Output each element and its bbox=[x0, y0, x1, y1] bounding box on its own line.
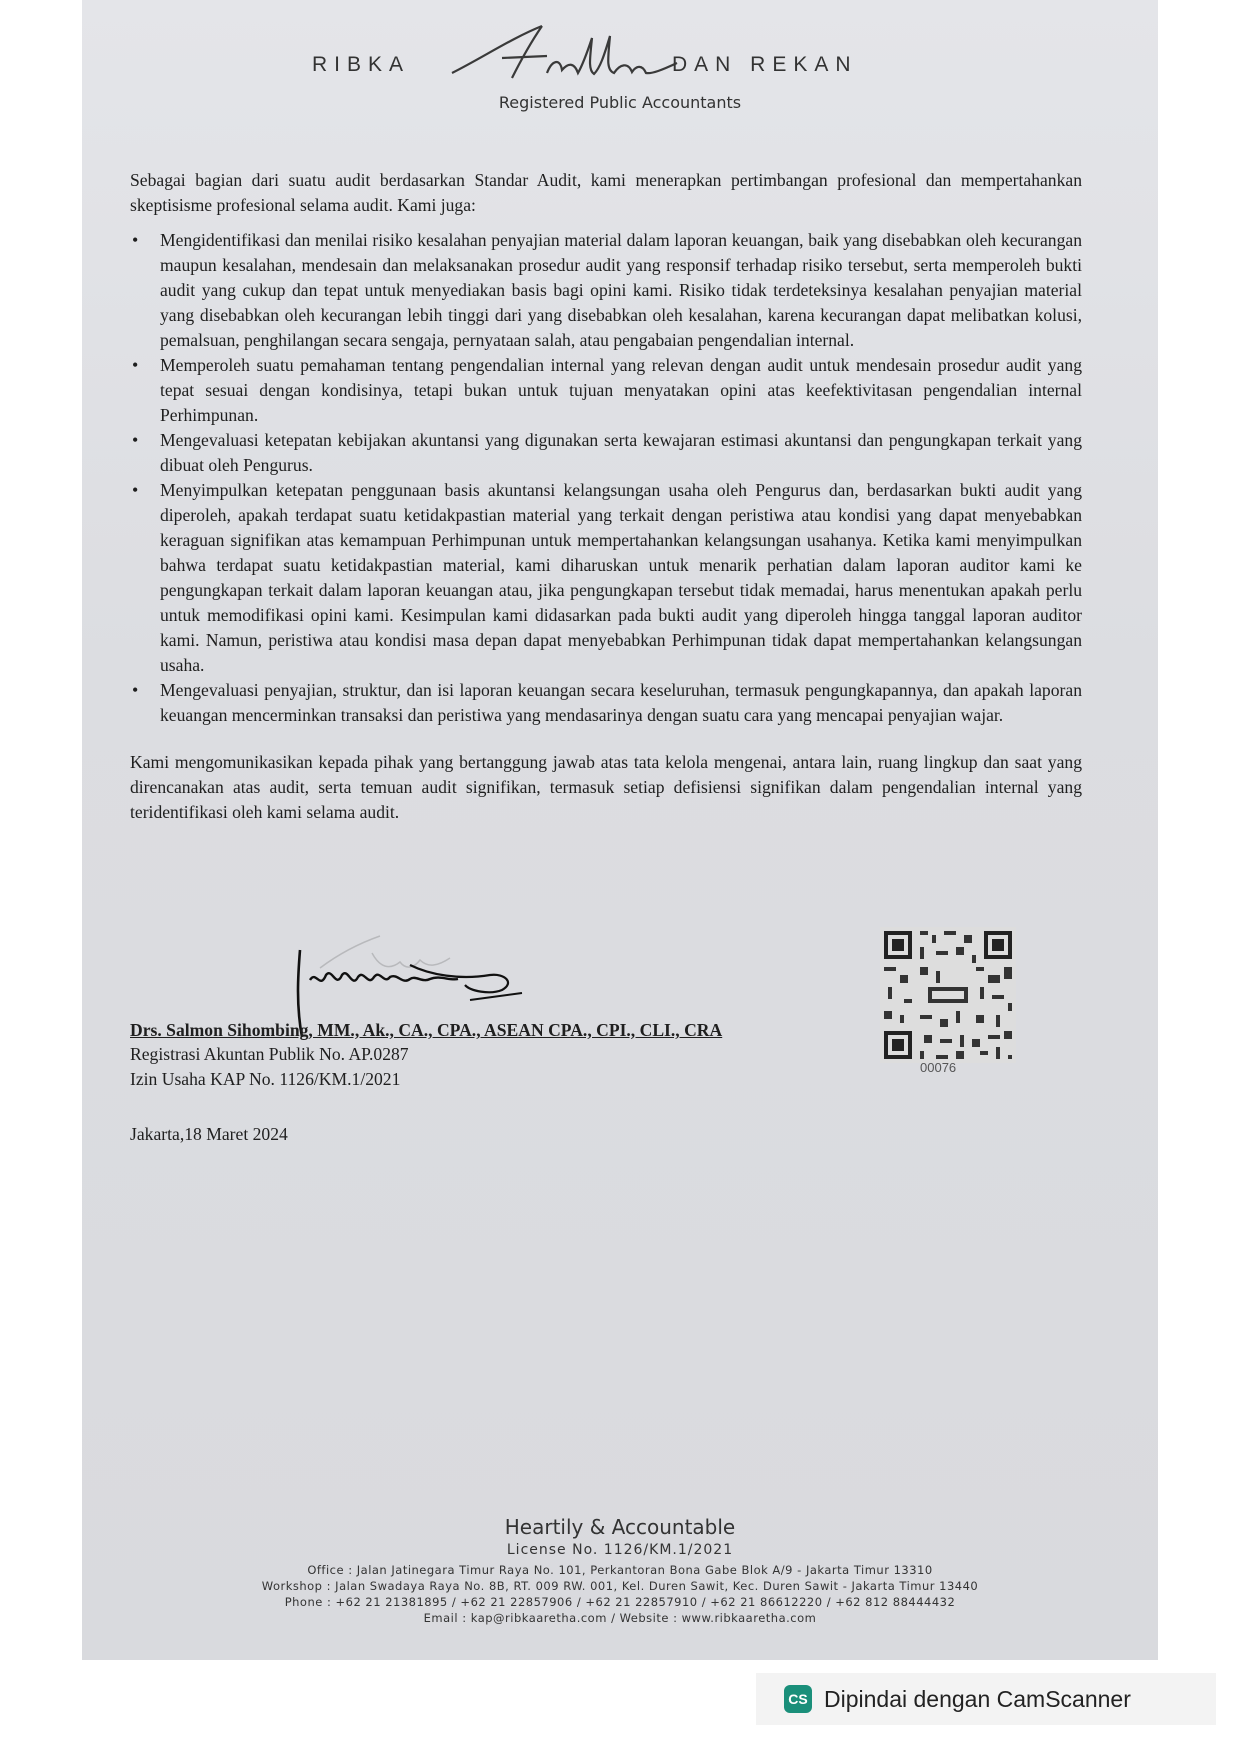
list-item: • Mengevaluasi ketepatan kebijakan akuntansi yang digunakan serta kewajaran estimasi akuntansi dan pengungkapan terkait yang dibuat oleh Pengurus. bbox=[130, 428, 1082, 478]
aretha-script-logo bbox=[442, 18, 682, 98]
signature-block bbox=[130, 930, 890, 1150]
firm-name-right: DAN REKAN bbox=[672, 53, 858, 76]
footer-workshop: Workshop : Jalan Swadaya Raya No. 8B, RT. 009 RW. 001, Kel. Duren Sawit, Kec. Duren Sawit - Jakarta Timur 13440 bbox=[261, 1579, 979, 1593]
camscanner-logo-icon: CS bbox=[784, 1685, 812, 1713]
footer-office: Office : Jalan Jatinegara Timur Raya No. 101, Perkantoran Bona Gabe Blok A/9 - Jakarta Timur 13310 bbox=[307, 1563, 933, 1577]
list-item: • Memperoleh suatu pemahaman tentang pengendalian internal yang relevan dengan audit untuk mendesain prosedur audit yang tepat sesuai dengan kondisinya, tetapi bukan untuk tujuan menyatakan opini atas keefektivitasan pengendalian internal Perhimpunan. bbox=[130, 353, 1082, 428]
registration-number: Registrasi Akuntan Publik No. AP.0287 bbox=[130, 1044, 409, 1064]
signatory-name: Drs. Salmon Sihombing, MM., Ak., CA., CPA., ASEAN CPA., CPI., CLI., CRA bbox=[130, 1020, 723, 1040]
place-date: Jakarta,18 Maret 2024 bbox=[130, 1124, 288, 1144]
letterhead bbox=[82, 20, 1158, 120]
qr-serial-number: 00076 bbox=[920, 1060, 957, 1075]
responsibility-list bbox=[130, 228, 1082, 728]
footer-tagline: Heartily & Accountable bbox=[504, 1515, 736, 1539]
footer bbox=[82, 1515, 1158, 1626]
business-license: Izin Usaha KAP No. 1126/KM.1/2021 bbox=[130, 1069, 401, 1089]
letterhead-subtitle: Registered Public Accountants bbox=[498, 93, 742, 112]
list-item: • Mengevaluasi penyajian, struktur, dan isi laporan keuangan secara keseluruhan, termasuk pengungkapannya, dan apakah laporan keuangan mencerminkan transaksi dan peristiwa yang mendasarinya dengan suatu cara yang mencapai penyajian wajar. bbox=[130, 678, 1082, 728]
letter-body bbox=[130, 168, 1082, 825]
camscanner-badge bbox=[756, 1673, 1216, 1725]
footer-email: Email : kap@ribkaaretha.com / Website : www.ribkaaretha.com bbox=[423, 1611, 817, 1625]
closing-paragraph: Kami mengomunikasikan kepada pihak yang bertanggung jawab atas tata kelola mengenai, antara lain, ruang lingkup dan saat yang direncanakan atas audit, serta temuan audit signifikan, termasuk setiap defisiensi signifikan dalam pengendalian internal yang teridentifikasi oleh kami selama audit. bbox=[130, 752, 1082, 822]
qr-code bbox=[880, 927, 1016, 1063]
list-item: • Menyimpulkan ketepatan penggunaan basis akuntansi kelangsungan usaha oleh Pengurus dan, berdasarkan bukti audit yang diperoleh, apakah terdapat suatu ketidakpastian material yang terkait dengan peristiwa atau kondisi yang dapat menyebabkan keraguan signifikan atas kemampuan Perhimpunan untuk mempertahankan kelangsungan usahanya. Ketika kami menyimpulkan bahwa terdapat suatu ketidakpastian material, kami diharuskan untuk menarik perhatian dalam laporan auditor kami ke pengungkapan terkait dalam laporan keuangan atau, jika pengungkapan tersebut tidak memadai, harus menentukan apakah perlu untuk memodifikasi opini kami. Kesimpulan kami didasarkan pada bukti audit yang diperoleh hingga tanggal laporan auditor kami. Namun, peristiwa atau kondisi masa depan dapat menyebabkan Perhimpunan tidak dapat mempertahankan kelangsungan usaha. bbox=[130, 478, 1082, 678]
scanned-page bbox=[82, 0, 1158, 1660]
firm-name-left: RIBKA bbox=[312, 53, 411, 76]
footer-phone: Phone : +62 21 21381895 / +62 21 22857906 / +62 21 22857910 / +62 21 86612220 / +62 812 88444432 bbox=[284, 1595, 956, 1609]
list-item: • Mengidentifikasi dan menilai risiko kesalahan penyajian material dalam laporan keuangan, baik yang disebabkan oleh kecurangan maupun kesalahan, mendesain dan melaksanakan prosedur audit yang responsif terhadap risiko tersebut, serta memperoleh bukti audit yang cukup dan tepat untuk menyediakan basis bagi opini kami. Risiko tidak terdeteksinya kesalahan penyajian material yang disebabkan oleh kecurangan lebih tinggi dari yang disebabkan oleh kesalahan, karena kecurangan dapat melibatkan kolusi, pemalsuan, penghilangan secara sengaja, pernyataan salah, atau pengabaian pengendalian internal. bbox=[130, 228, 1082, 353]
intro-paragraph: Sebagai bagian dari suatu audit berdasarkan Standar Audit, kami menerapkan pertimbangan profesional dan mempertahankan skeptisisme profesional selama audit. Kami juga: bbox=[130, 170, 1082, 215]
camscanner-label: Dipindai dengan CamScanner bbox=[824, 1685, 1131, 1712]
footer-license: License No. 1126/KM.1/2021 bbox=[506, 1542, 734, 1558]
